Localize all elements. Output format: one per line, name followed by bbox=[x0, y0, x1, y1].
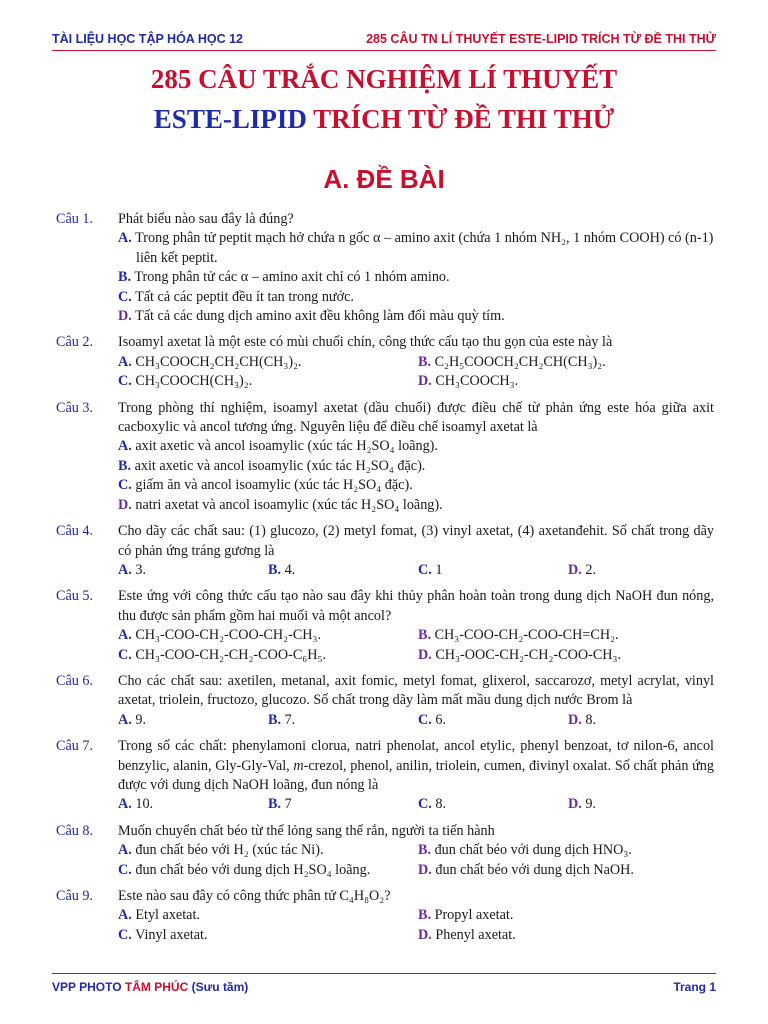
question-number: Câu 5. bbox=[56, 588, 94, 605]
question-7 bbox=[56, 737, 714, 815]
question-stem: Muốn chuyển chất béo từ thể lỏng sang thể rắn, người ta tiến hành bbox=[118, 822, 495, 839]
question-2 bbox=[56, 333, 714, 391]
option-d: D. natri axetat và ancol isoamylic (xúc tác H₂SO₄ loãng). bbox=[118, 496, 443, 513]
question-stem: Este ứng với công thức cấu tạo nào sau đây khi thủy phân hoàn toàn trong dung dịch NaOH đun nóng, thu được sản phẩm gồm hai muối và một ancol? bbox=[118, 588, 714, 624]
option-b: B. 4. bbox=[268, 561, 296, 578]
header-left-text: TÀI LIỆU HỌC TẬP HÓA HỌC 12 bbox=[52, 32, 243, 46]
option-a: A. Trong phân tử peptit mạch hở chứa n gốc α – amino axit (chứa 1 nhóm NH₂, 1 nhóm COOH) có (n-1) liên kết peptit. bbox=[118, 230, 714, 266]
question-3 bbox=[56, 399, 714, 515]
option-b: B. 7 bbox=[268, 796, 292, 813]
question-list bbox=[56, 210, 714, 952]
option-d: D. 2. bbox=[568, 561, 596, 578]
option-a: A. Etyl axetat. bbox=[118, 907, 200, 924]
question-number: Câu 8. bbox=[56, 822, 94, 839]
option-d-text: Phenyl axetat. bbox=[435, 926, 516, 943]
question-4 bbox=[56, 522, 714, 580]
question-stem: Cho các chất sau: axetilen, metanal, axit fomic, metyl fomat, glixerol, saccarozơ, metyl acrylat, vinyl axetat, triolein, fructozo, glucozo. Số chất trong dãy làm mất mầu dung dịch nước Brom là bbox=[118, 672, 714, 709]
option-d: D. Phenyl axetat. bbox=[418, 926, 516, 943]
option-a: A. 9. bbox=[118, 711, 146, 728]
option-a: A. CH₃-COO-CH₂-COO-CH₂-CH₃. bbox=[118, 627, 322, 644]
option-b: B. đun chất béo với dung dịch HNO₃. bbox=[418, 842, 632, 859]
header-right-text: 285 CÂU TN LÍ THUYẾT ESTE-LIPID TRÍCH TỪ ĐỀ THI THỬ bbox=[366, 32, 716, 46]
question-number: Câu 4. bbox=[56, 523, 94, 540]
option-c-text: giấm ăn và ancol isoamylic (xúc tác H₂SO₄ đặc). bbox=[135, 477, 413, 494]
option-d: D. đun chất béo với dung dịch NaOH. bbox=[418, 861, 634, 878]
option-d: D. CH₃-OOC-CH₂-CH₂-COO-CH₃. bbox=[418, 646, 622, 663]
option-b-text: 7 bbox=[284, 796, 292, 813]
question-6 bbox=[56, 672, 714, 730]
option-c-text: 6. bbox=[435, 711, 446, 728]
option-d-text: CH₃COOCH₃. bbox=[435, 373, 519, 390]
option-d: D. CH₃COOCH₃. bbox=[418, 373, 519, 390]
question-stem: Cho dãy các chất sau: (1) glucozo, (2) metyl fomat, (3) vinyl axetat, (4) axetanđehit. Số chất trong dãy có phản ứng tráng gương là bbox=[118, 523, 714, 559]
option-a-text: axit axetic và ancol isoamylic (xúc tác H₂SO₄ loãng). bbox=[135, 438, 438, 455]
question-8 bbox=[56, 822, 714, 880]
question-number: Câu 1. bbox=[56, 211, 94, 227]
option-c-text: Vinyl axetat. bbox=[135, 926, 208, 943]
question-stem: Phát biểu nào sau đây là đúng? bbox=[118, 211, 294, 227]
question-1 bbox=[56, 210, 714, 326]
question-stem: Trong phòng thí nghiệm, isoamyl axetat (dầu chuối) được điều chế từ phản ứng este hóa giữa axit cacboxylic và ancol tương ứng. Nguyên liệu để điều chế isoamyl axetat là bbox=[118, 399, 714, 436]
option-b: B. CH₃-COO-CH₂-COO-CH=CH₂. bbox=[418, 627, 619, 644]
page-number: Trang 1 bbox=[673, 980, 716, 994]
question-number: Câu 9. bbox=[56, 888, 94, 904]
option-a-text: 3. bbox=[135, 561, 146, 578]
option-d: D. 8. bbox=[568, 711, 596, 728]
option-c: C. giấm ăn và ancol isoamylic (xúc tác H₂SO₄ đặc). bbox=[118, 477, 413, 494]
question-5 bbox=[56, 587, 714, 665]
option-b-text: C₂H₅COOCH₂CH₂CH(CH₃)₂. bbox=[434, 353, 606, 370]
option-c-text: Tất cả các peptit đều ít tan trong nước. bbox=[135, 288, 354, 305]
option-a: A. 3. bbox=[118, 561, 146, 578]
option-c: C. CH₃COOCH(CH₃)₂. bbox=[118, 373, 253, 390]
option-a: A. axit axetic và ancol isoamylic (xúc tác H₂SO₄ loãng). bbox=[118, 438, 438, 455]
question-number: Câu 7. bbox=[56, 738, 94, 755]
option-a-text: đun chất béo với H₂ (xúc tác Ni). bbox=[135, 842, 324, 859]
option-a-text: 10. bbox=[135, 796, 154, 813]
section-heading: A. ĐỀ BÀI bbox=[323, 164, 445, 194]
option-b: B. 7. bbox=[268, 711, 296, 728]
option-a-text: CH₃-COO-CH₂-COO-CH₂-CH₃. bbox=[135, 627, 322, 644]
option-b-text: Trong phân tử các α – amino axit chỉ có 1 nhóm amino. bbox=[134, 269, 450, 286]
option-b-text: Propyl axetat. bbox=[434, 907, 514, 924]
option-b-text: 7. bbox=[284, 711, 296, 728]
option-b-text: CH₃-COO-CH₂-COO-CH=CH₂. bbox=[434, 627, 619, 644]
option-c: C. Tất cả các peptit đều ít tan trong nước. bbox=[118, 288, 354, 305]
question-stem: Trong số các chất: phenylamoni clorua, natri phenolat, ancol etylic, phenyl benzoat, tơ nilon-6, ancol benzylic, alanin, Gly-Gly-Val, m-crezol, phenol, anilin, triolein, cumen, đivinyl oxalat. Số chất phản ứng được với dung dịch NaOH loãng, đun nóng là bbox=[118, 738, 714, 793]
title-line-1: 285 CÂU TRẮC NGHIỆM LÍ THUYẾT bbox=[150, 64, 618, 94]
option-c-text: CH₃-COO-CH₂-CH₂-COO-C₆H₅. bbox=[135, 646, 326, 663]
question-stem: Este nào sau đây có công thức phân tử C₄H₈O₂? bbox=[118, 888, 391, 904]
title-source: TRÍCH TỪ ĐỀ THI THỬ bbox=[306, 104, 615, 134]
option-c: C. 6. bbox=[418, 711, 446, 728]
option-d-text: Tất cả các dung dịch amino axit đều không làm đổi màu quỳ tím. bbox=[135, 308, 505, 325]
option-d-text: 9. bbox=[585, 796, 596, 813]
option-b-text: 4. bbox=[284, 561, 296, 578]
option-d: D. Tất cả các dung dịch amino axit đều không làm đổi màu quỳ tím. bbox=[118, 308, 505, 325]
option-a-text: Etyl axetat. bbox=[135, 907, 200, 924]
option-b: B. axit axetic và ancol isoamylic (xúc tác H₂SO₄ đặc). bbox=[118, 457, 426, 474]
option-c: C. CH₃-COO-CH₂-CH₂-COO-C₆H₅. bbox=[118, 646, 326, 663]
option-c-text: đun chất béo với dung dịch H₂SO₄ loãng. bbox=[135, 861, 371, 878]
option-d-text: CH₃-OOC-CH₂-CH₂-COO-CH₃. bbox=[435, 646, 622, 663]
option-a: A. đun chất béo với H₂ (xúc tác Ni). bbox=[118, 842, 324, 859]
option-d-text: natri axetat và ancol isoamylic (xúc tác H₂SO₄ loãng). bbox=[135, 496, 443, 513]
option-a-text: Trong phân tử peptit mạch hở chứa n gốc α – amino axit (chứa 1 nhóm NH₂, 1 nhóm COOH) có (n-1) liên kết peptit. bbox=[135, 230, 714, 266]
option-d-text: 8. bbox=[585, 711, 596, 728]
option-c-text: CH₃COOCH(CH₃)₂. bbox=[135, 373, 253, 390]
option-c: C. 1 bbox=[418, 561, 443, 578]
question-stem: Isoamyl axetat là một este có mùi chuối chín, công thức cấu tạo thu gọn của este này là bbox=[118, 334, 613, 351]
footer-credit: VPP PHOTO TÂM PHÚC (Sưu tầm) bbox=[52, 980, 249, 994]
option-c: C. Vinyl axetat. bbox=[118, 926, 208, 943]
option-d-text: đun chất béo với dung dịch NaOH. bbox=[435, 861, 634, 878]
option-d-text: 2. bbox=[585, 561, 596, 578]
page-footer bbox=[52, 973, 716, 996]
option-b-text: axit axetic và ancol isoamylic (xúc tác H₂SO₄ đặc). bbox=[134, 457, 426, 474]
option-a: A. CH₃COOCH₂CH₂CH(CH₃)₂. bbox=[118, 353, 302, 370]
option-a-text: CH₃COOCH₂CH₂CH(CH₃)₂. bbox=[135, 353, 302, 370]
title-line-2 bbox=[0, 104, 768, 135]
option-c: C. 8. bbox=[418, 796, 446, 813]
option-c: C. đun chất béo với dung dịch H₂SO₄ loãng. bbox=[118, 861, 371, 878]
option-b-text: đun chất béo với dung dịch HNO₃. bbox=[434, 842, 632, 859]
question-9 bbox=[56, 887, 714, 945]
question-number: Câu 2. bbox=[56, 334, 94, 351]
option-d: D. 9. bbox=[568, 796, 596, 813]
title-topic: ESTE-LIPID bbox=[153, 104, 307, 134]
option-c-text: 8. bbox=[435, 796, 446, 813]
page-header bbox=[52, 30, 716, 51]
option-b: B. Propyl axetat. bbox=[418, 907, 514, 924]
question-number: Câu 6. bbox=[56, 672, 94, 689]
option-a: A. 10. bbox=[118, 796, 154, 813]
question-number: Câu 3. bbox=[56, 399, 94, 416]
option-a-text: 9. bbox=[135, 711, 146, 728]
option-c-text: 1 bbox=[435, 561, 443, 578]
option-b: B. Trong phân tử các α – amino axit chỉ có 1 nhóm amino. bbox=[118, 269, 450, 286]
option-b: B. C₂H₅COOCH₂CH₂CH(CH₃)₂. bbox=[418, 353, 606, 370]
